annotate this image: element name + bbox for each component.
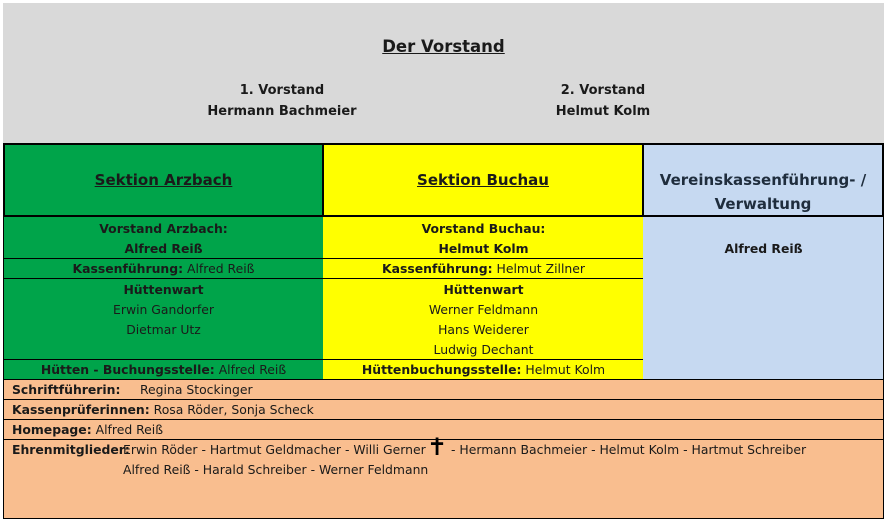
buchau-booking-label: Hüttenbuchungsstelle: (361, 362, 522, 377)
homepage-label: Homepage: (12, 422, 92, 437)
auditors-names: Rosa Röder, Sonja Scheck (149, 402, 314, 417)
page-title: Der Vorstand (382, 37, 505, 56)
arzbach-board-name: Alfred Reiß (124, 241, 203, 256)
honorary-line1-part1: Erwin Röder - Hartmut Geldmacher - Willi Gerner (123, 442, 426, 457)
honorary-line2: Alfred Reiß - Harald Schreiber - Werner Feldmann (123, 462, 429, 477)
second-chair-label: 2. Vorstand (560, 83, 646, 98)
secretary-label: Schriftführerin: (12, 382, 121, 397)
admin-heading-line1: Vereinskassenführung- / (659, 171, 867, 189)
cross-icon: ✝ (427, 433, 448, 461)
buchau-board-label: Vorstand Buchau: (421, 221, 546, 236)
buchau-booking-name: Helmut Kolm (521, 362, 606, 377)
admin-name: Alfred Reiß (724, 241, 803, 256)
arzbach-divider-2 (3, 278, 324, 279)
honorary-line1-part2: - Hermann Bachmeier - Helmut Kolm - Hartmut Schreiber (451, 442, 807, 457)
second-chair-name: Helmut Kolm (555, 104, 651, 119)
buchau-divider-2 (323, 278, 644, 279)
buchau-heading: Sektion Buchau (417, 171, 549, 189)
arzbach-hut-warden-label: Hüttenwart (123, 282, 204, 297)
arzbach-treasurer (3, 259, 324, 279)
buchau-treasurer-label: Kassenführung: (382, 261, 493, 276)
admin-heading-line2: Verwaltung (714, 195, 812, 213)
auditors-label: Kassenprüferinnen: (12, 402, 150, 417)
buchau-hut-warden-3: Ludwig Dechant (433, 342, 534, 357)
arzbach-hut-warden-2: Dietmar Utz (126, 322, 201, 337)
first-chair-label: 1. Vorstand (239, 83, 325, 98)
buchau-booking (323, 360, 644, 380)
arzbach-treasurer-label: Kassenführung: (72, 261, 184, 276)
arzbach-booking-label: Hütten - Buchungsstelle: (40, 362, 215, 377)
arzbach-treasurer-name: Alfred Reiß (183, 261, 255, 276)
arzbach-booking-name: Alfred Reiß (214, 362, 287, 377)
first-chair-name: Hermann Bachmeier (207, 104, 357, 119)
arzbach-heading: Sektion Arzbach (94, 171, 233, 189)
header-band (3, 3, 884, 143)
buchau-hut-warden-1: Werner Feldmann (428, 302, 539, 317)
secretary-name: Regina Stockinger (140, 382, 253, 397)
buchau-treasurer (323, 259, 644, 279)
buchau-hut-warden-2: Hans Weiderer (438, 322, 529, 337)
honorary-label: Ehrenmitglieder: (12, 442, 130, 457)
buchau-board-name: Helmut Kolm (438, 241, 529, 256)
buchau-treasurer-name: Helmut Zillner (492, 261, 585, 276)
homepage-name: Alfred Reiß (91, 422, 164, 437)
homepage-row (12, 420, 163, 440)
arzbach-board-label: Vorstand Arzbach: (99, 221, 228, 236)
buchau-hut-warden-label: Hüttenwart (443, 282, 524, 297)
auditors-row (12, 400, 314, 420)
arzbach-hut-warden-1: Erwin Gandorfer (113, 302, 214, 317)
arzbach-booking (3, 360, 324, 380)
